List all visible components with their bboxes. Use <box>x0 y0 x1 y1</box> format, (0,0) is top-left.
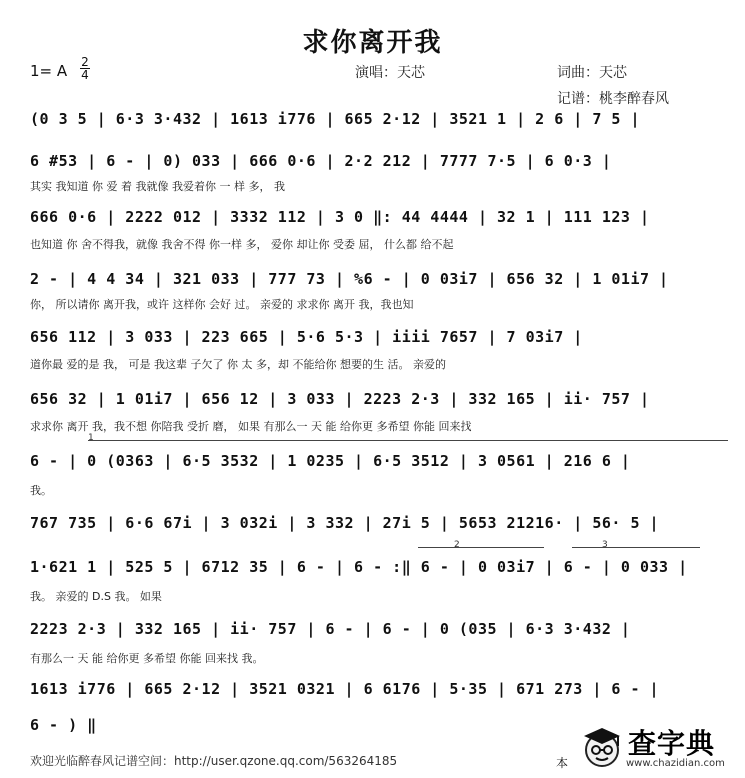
notation-row: 2223 2·3 | 332 165 | ii· 757 | 6 - | 6 - | 0 (035 | 6·3 3·432 | <box>30 620 631 638</box>
lyric-row: 道你最 爱的是 我， 可是 我这辈 子欠了 你 太 多，却 不能给你 想要的生 活。 亲爱的 <box>30 358 446 371</box>
volta-label: 1 <box>88 433 94 443</box>
volta-label: 3 <box>602 540 608 550</box>
notation-row: (0 3 5 | 6·3 3·432 | 1613 i776 | 665 2·12 | 3521 1 | 2 6 | 7 5 | <box>30 110 640 128</box>
notation-row: 1·621 1 | 525 5 | 6712 35 | 6 - | 6 - :‖ 6 - | 0 03i7 | 6 - | 0 033 | <box>30 558 688 576</box>
logo-wordmark: 查字典 <box>628 727 716 760</box>
notation-row: 666 0·6 | 2222 012 | 3332 112 | 3 0 ‖: 44 4444 | 32 1 | 111 123 | <box>30 208 650 226</box>
lyric-row: 你， 所以请你 离开我，或许 这样你 会好 过。 亲爱的 求求你 离开 我，我也知 <box>30 298 414 311</box>
lyric-row: 我。 <box>30 484 52 497</box>
footer-ben: 本 <box>556 756 569 770</box>
song-title: 求你离开我 <box>302 28 443 58</box>
lyric-row <box>30 132 718 148</box>
notation-row: 656 112 | 3 033 | 223 665 | 5·6 5·3 | iiii 7657 | 7 03i7 | <box>30 328 583 346</box>
notation-row: 6 - ) ‖ <box>30 716 97 734</box>
volta-bracket <box>418 547 544 548</box>
time-signature-bottom: 4 <box>81 68 89 82</box>
composer-credit: 词曲：天芯 <box>557 65 627 81</box>
logo-url: www.chazidian.com <box>626 758 725 769</box>
key-signature: 1= A <box>30 62 68 80</box>
notation-row: 1613 i776 | 665 2·12 | 3521 0321 | 6 6176 | 5·35 | 671 273 | 6 - | <box>30 680 660 698</box>
notation-row: 767 735 | 6·6 67i | 3 032i | 3 332 | 27i 5 | 5653 21216· | 56· 5 | <box>30 514 660 532</box>
time-signature <box>80 56 90 81</box>
lyric-row: 求求你 离开 我，我不想 你陪我 受折 磨， 如果 有那么一 天 能 给你更 多希望 你能 回来找 <box>30 420 472 433</box>
notation-row: 6 - | 0 (0363 | 6·5 3532 | 1 0235 | 6·5 3512 | 3 0561 | 216 6 | <box>30 452 631 470</box>
volta-bracket <box>572 547 700 548</box>
volta-label: 2 <box>454 540 460 550</box>
transcriber-credit: 记谱：桃李醉春风 <box>557 91 669 107</box>
notation-row: 656 32 | 1 01i7 | 656 12 | 3 033 | 2223 2·3 | 332 165 | ii· 757 | <box>30 390 650 408</box>
volta-bracket <box>88 440 728 441</box>
lyric-row: 我。 亲爱的 D.S 我。 如果 <box>30 590 162 603</box>
notation-row: 6 #53 | 6 - | 0) 033 | 666 0·6 | 2·2 212 | 7777 7·5 | 6 0·3 | <box>30 152 612 170</box>
lyric-row: 有那么一 天 能 给你更 多希望 你能 回来找 我。 <box>30 652 264 665</box>
lyric-row: 也知道 你 舍不得我，就像 我舍不得 你一样 多， 爱你 却让你 受委 屈， 什么都 给不起 <box>30 238 454 251</box>
notation-row: 2 - | 4 4 34 | 321 033 | 777 73 | %6 - | 0 03i7 | 656 32 | 1 01i7 | <box>30 270 669 288</box>
footer-credit: 欢迎光临醉春风记谱空间：http://user.qzone.qq.com/563264185 <box>30 754 398 768</box>
singer-credit: 演唱：天芯 <box>355 65 425 81</box>
lyric-row: 其实 我知道 你 爱 着 我就像 我爱着你 一 样 多， 我 <box>30 180 285 193</box>
time-signature-top: 2 <box>81 55 89 69</box>
